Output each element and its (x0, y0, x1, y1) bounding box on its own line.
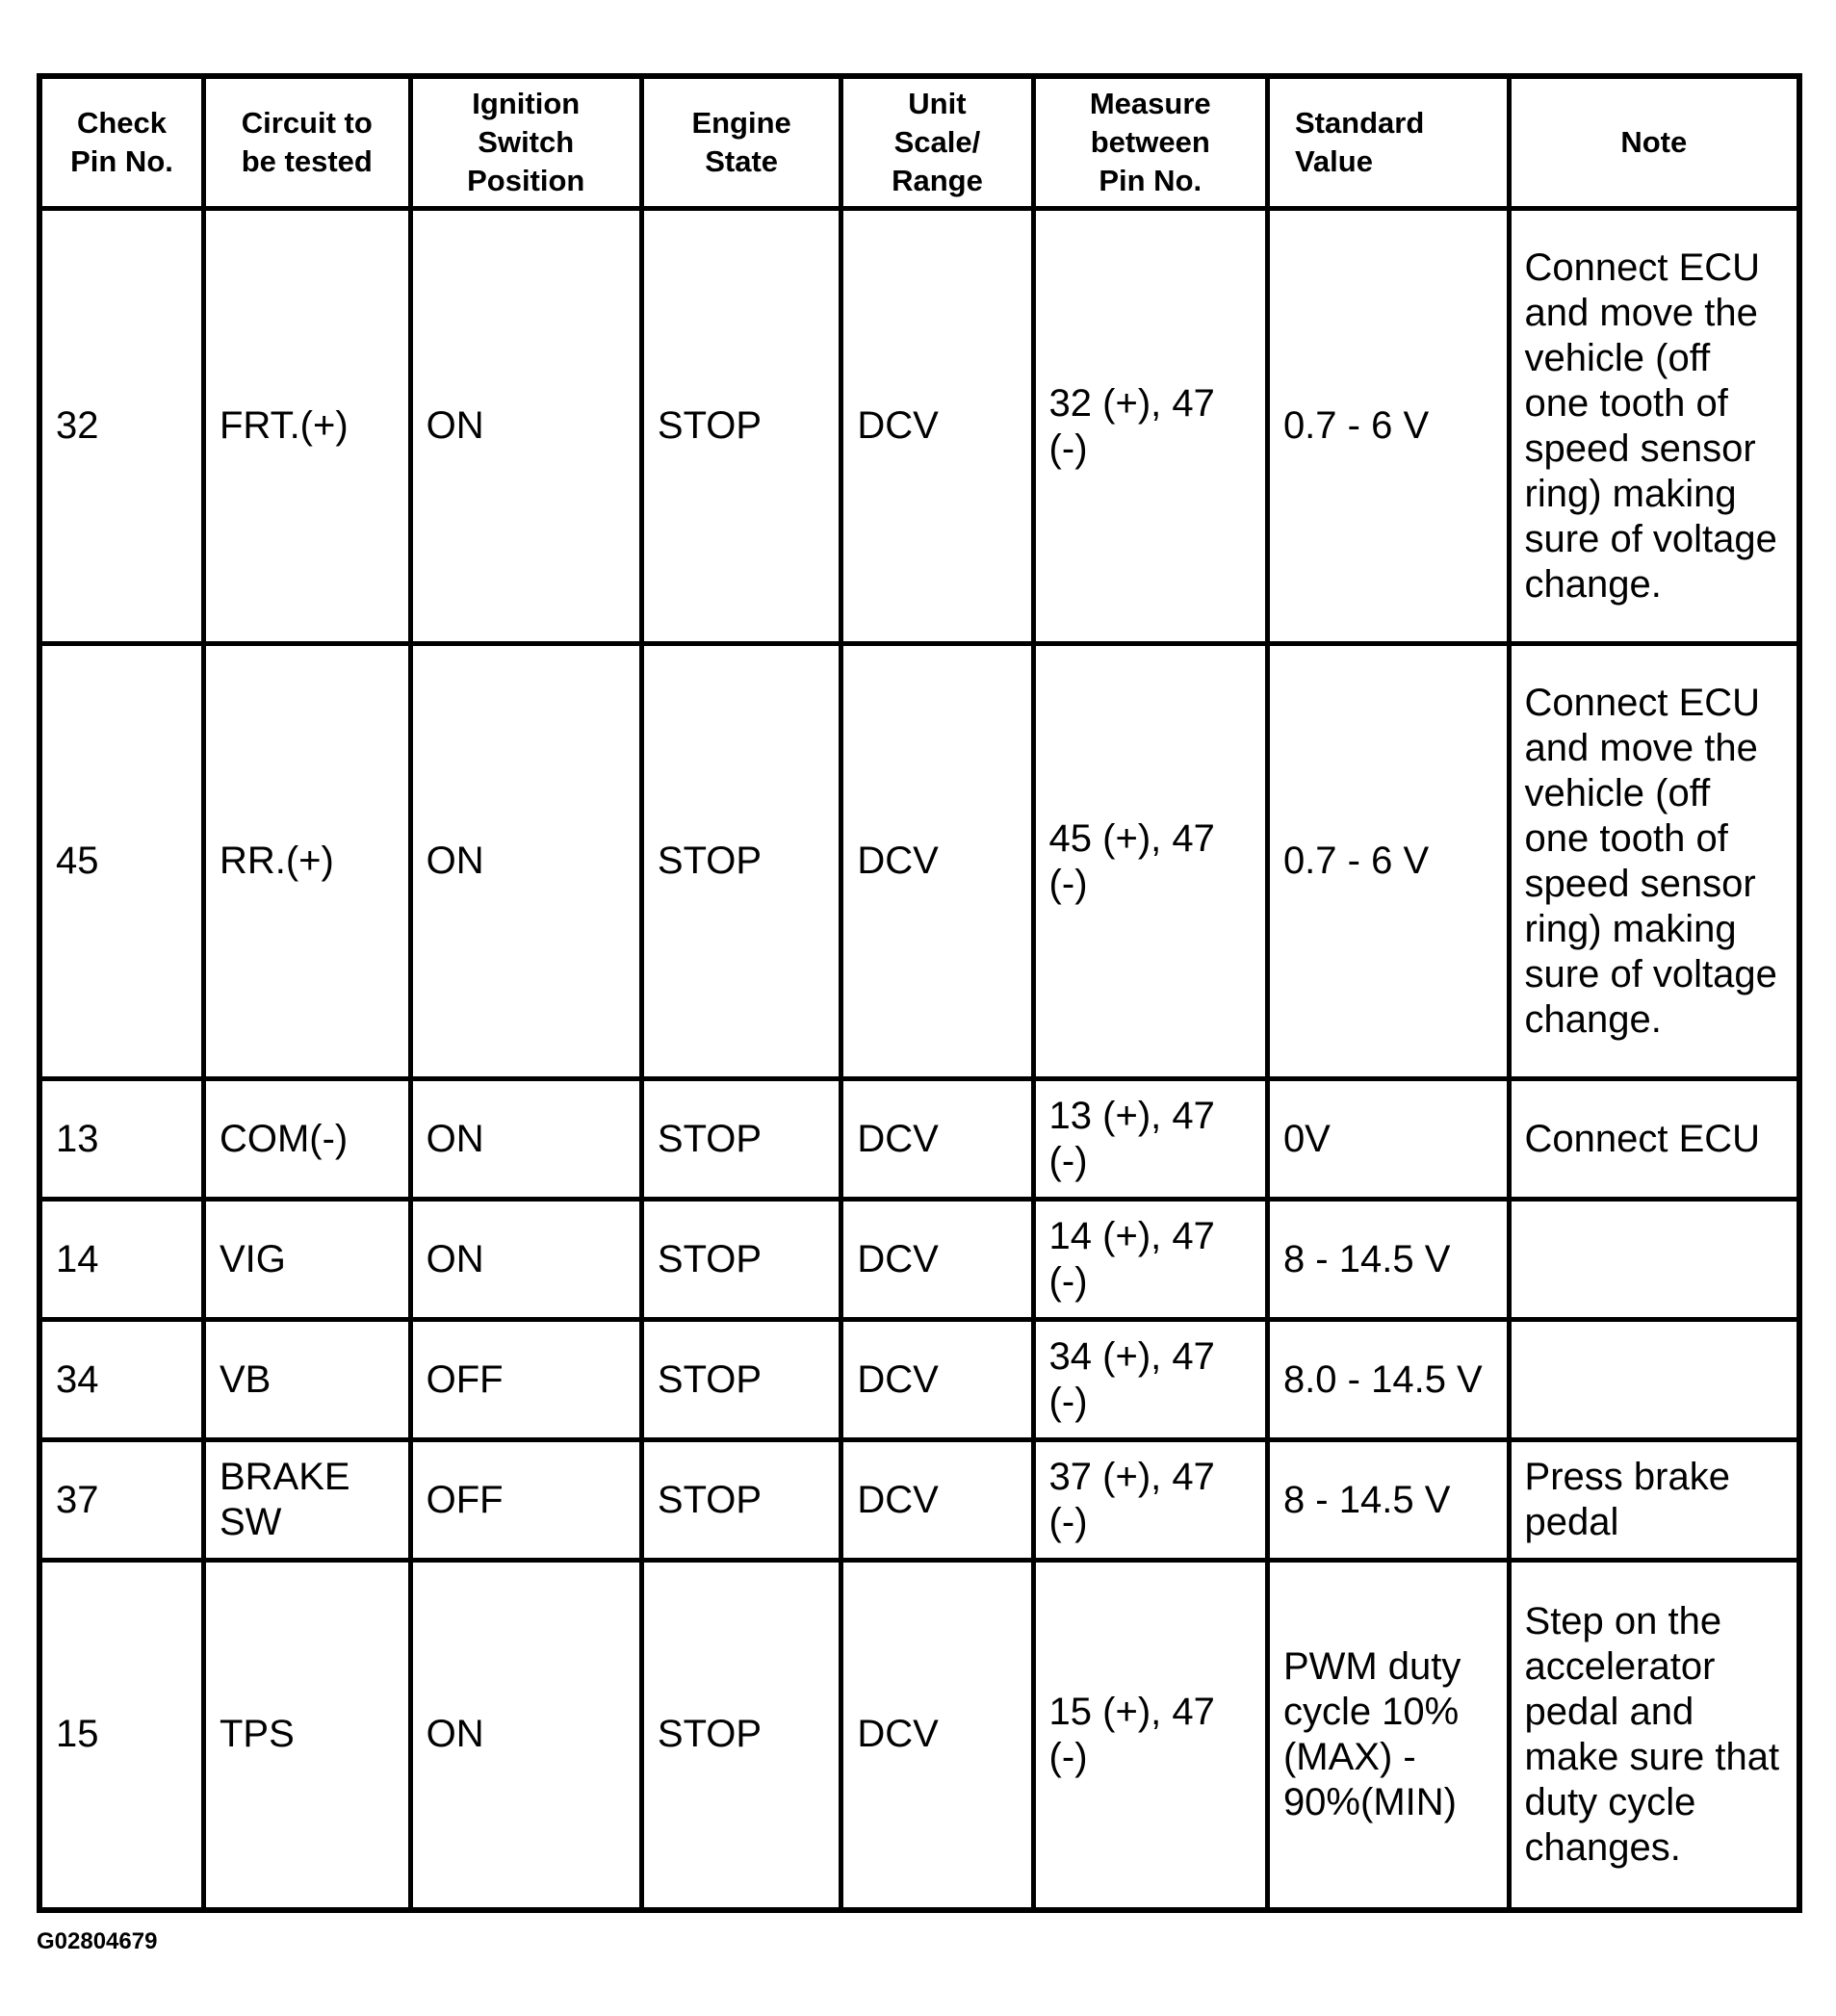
header-ignition-switch-position: Ignition Switch Position (410, 76, 641, 209)
cell-engine: STOP (641, 1200, 840, 1320)
cell-pin: 34 (39, 1320, 203, 1440)
cell-ignition: ON (410, 1200, 641, 1320)
cell-pin: 14 (39, 1200, 203, 1320)
cell-standard: 0V (1267, 1079, 1509, 1200)
cell-circuit: COM(-) (203, 1079, 410, 1200)
header-circuit-to-be-tested: Circuit to be tested (203, 76, 410, 209)
cell-standard: 8 - 14.5 V (1267, 1200, 1509, 1320)
cell-standard: PWM duty cycle 10% (MAX) - 90%(MIN) (1267, 1561, 1509, 1910)
cell-pin: 32 (39, 209, 203, 644)
cell-engine: STOP (641, 1440, 840, 1561)
cell-unit: DCV (841, 1440, 1033, 1561)
table-row (39, 644, 1799, 1079)
cell-ignition: OFF (410, 1440, 641, 1561)
cell-circuit: VB (203, 1320, 410, 1440)
table-row (39, 209, 1799, 644)
cell-measure: 15 (+), 47 (-) (1033, 1561, 1267, 1910)
cell-standard: 0.7 - 6 V (1267, 644, 1509, 1079)
cell-ignition: OFF (410, 1320, 641, 1440)
cell-note: Press brake pedal (1509, 1440, 1799, 1561)
cell-engine: STOP (641, 1079, 840, 1200)
header-standard-value: Standard Value (1267, 76, 1509, 209)
cell-ignition: ON (410, 644, 641, 1079)
cell-circuit: VIG (203, 1200, 410, 1320)
table-row (39, 1079, 1799, 1200)
cell-measure: 13 (+), 47 (-) (1033, 1079, 1267, 1200)
cell-ignition: ON (410, 1079, 641, 1200)
cell-pin: 37 (39, 1440, 203, 1561)
ecu-terminal-check-table (37, 73, 1802, 1913)
cell-note: Step on the accelerator pedal and make sure that duty cycle changes. (1509, 1561, 1799, 1910)
cell-circuit: BRAKE SW (203, 1440, 410, 1561)
cell-standard: 0.7 - 6 V (1267, 209, 1509, 644)
cell-engine: STOP (641, 644, 840, 1079)
table-header-row (39, 76, 1799, 209)
cell-measure: 37 (+), 47 (-) (1033, 1440, 1267, 1561)
cell-unit: DCV (841, 1561, 1033, 1910)
cell-ignition: ON (410, 1561, 641, 1910)
table-row (39, 1200, 1799, 1320)
table-row (39, 1320, 1799, 1440)
cell-unit: DCV (841, 1079, 1033, 1200)
cell-measure: 34 (+), 47 (-) (1033, 1320, 1267, 1440)
cell-unit: DCV (841, 1200, 1033, 1320)
cell-standard: 8 - 14.5 V (1267, 1440, 1509, 1561)
figure-id: G02804679 (37, 1928, 158, 1954)
header-unit-scale-range: Unit Scale/ Range (841, 76, 1033, 209)
cell-circuit: TPS (203, 1561, 410, 1910)
cell-unit: DCV (841, 1320, 1033, 1440)
cell-note (1509, 1320, 1799, 1440)
cell-note: Connect ECU and move the vehicle (off one tooth of speed sensor ring) making sure of voltage change. (1509, 644, 1799, 1079)
cell-engine: STOP (641, 1320, 840, 1440)
cell-measure: 32 (+), 47 (-) (1033, 209, 1267, 644)
header-engine-state: Engine State (641, 76, 840, 209)
cell-unit: DCV (841, 644, 1033, 1079)
ecu-terminal-check-table-container (37, 73, 1802, 1913)
cell-engine: STOP (641, 1561, 840, 1910)
cell-note: Connect ECU and move the vehicle (off one tooth of speed sensor ring) making sure of voltage change. (1509, 209, 1799, 644)
cell-standard: 8.0 - 14.5 V (1267, 1320, 1509, 1440)
cell-circuit: RR.(+) (203, 644, 410, 1079)
cell-unit: DCV (841, 209, 1033, 644)
table-row (39, 1440, 1799, 1561)
cell-note (1509, 1200, 1799, 1320)
cell-measure: 14 (+), 47 (-) (1033, 1200, 1267, 1320)
cell-measure: 45 (+), 47 (-) (1033, 644, 1267, 1079)
header-measure-between-pin-no: Measure between Pin No. (1033, 76, 1267, 209)
header-note: Note (1509, 76, 1799, 209)
header-check-pin-no: Check Pin No. (39, 76, 203, 209)
cell-pin: 13 (39, 1079, 203, 1200)
cell-circuit: FRT.(+) (203, 209, 410, 644)
cell-pin: 15 (39, 1561, 203, 1910)
cell-note: Connect ECU (1509, 1079, 1799, 1200)
cell-engine: STOP (641, 209, 840, 644)
table-row (39, 1561, 1799, 1910)
cell-ignition: ON (410, 209, 641, 644)
cell-pin: 45 (39, 644, 203, 1079)
